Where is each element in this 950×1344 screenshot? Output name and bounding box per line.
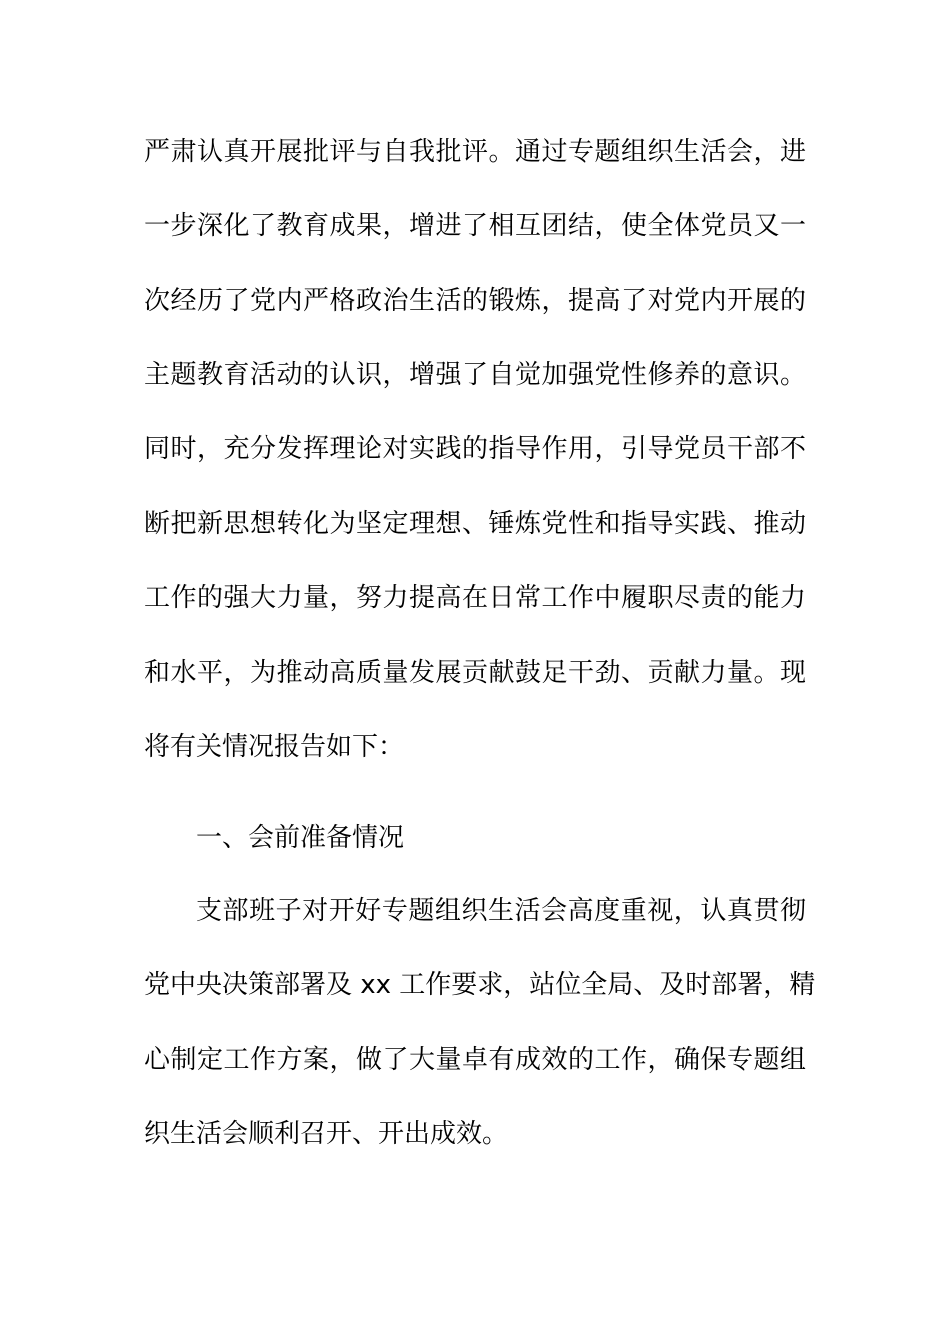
paragraph-1-line-6: 断把新思想转化为坚定理想、锤炼党性和指导实践、推动 xyxy=(144,509,806,539)
section-1-line-4: 织生活会顺利召开、开出成效。 xyxy=(144,1119,509,1149)
paragraph-1-line-2: 一步深化了教育成果，增进了相互团结，使全体党员又一 xyxy=(144,211,806,241)
section-1-line-3: 心制定工作方案，做了大量卓有成效的工作，确保专题组 xyxy=(144,1045,806,1075)
paragraph-1-line-7: 工作的强大力量，努力提高在日常工作中履职尽责的能力 xyxy=(144,583,806,613)
section-1-line-2: 党中央决策部署及 xx 工作要求，站位全局、及时部署，精 xyxy=(144,970,816,1000)
section-1-line-1: 支部班子对开好专题组织生活会高度重视，认真贯彻 xyxy=(196,896,806,926)
paragraph-1-line-1: 严肃认真开展批评与自我批评。通过专题组织生活会，进 xyxy=(144,137,806,167)
section-heading: 一、会前准备情况 xyxy=(196,823,405,853)
paragraph-1-line-3: 次经历了党内严格政治生活的锻炼，提高了对党内开展的 xyxy=(144,286,806,316)
paragraph-1-line-8: 和水平，为推动高质量发展贡献鼓足干劲、贡献力量。现 xyxy=(144,658,806,688)
paragraph-1-line-4: 主题教育活动的认识，增强了自觉加强党性修养的意识。 xyxy=(144,360,806,390)
paragraph-1-line-5: 同时，充分发挥理论对实践的指导作用，引导党员干部不 xyxy=(144,434,806,464)
paragraph-1-line-9: 将有关情况报告如下： xyxy=(144,732,405,762)
